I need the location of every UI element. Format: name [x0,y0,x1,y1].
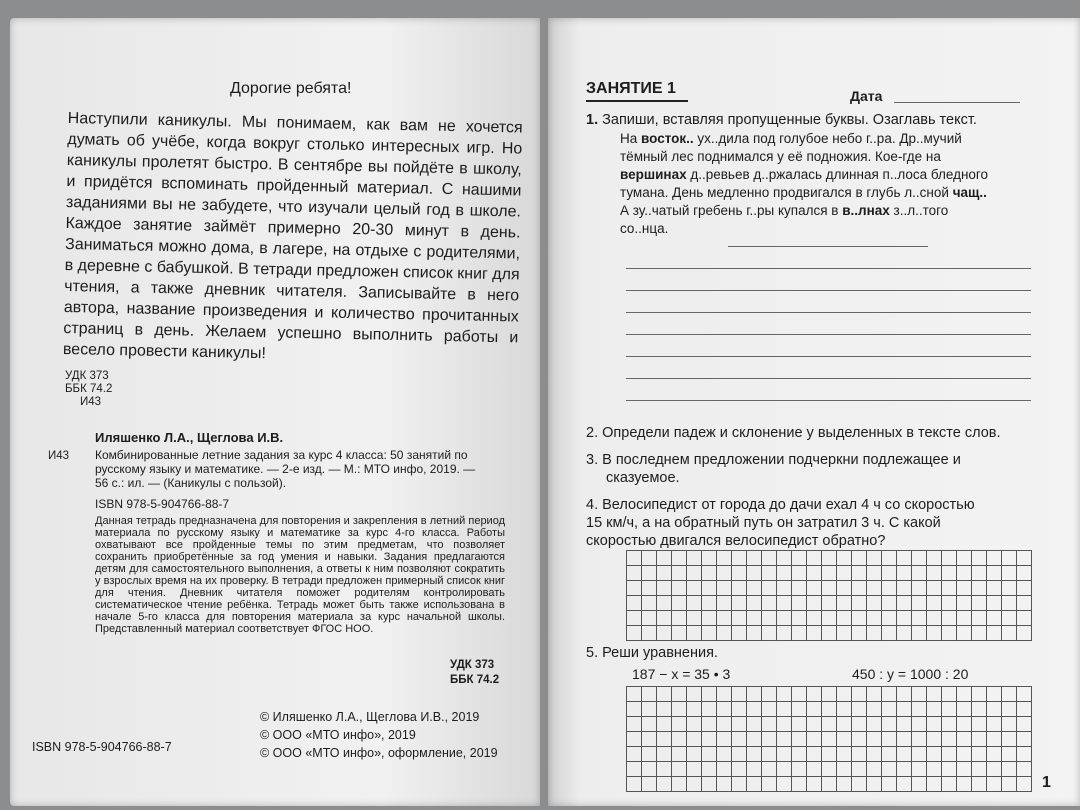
authors: Иляшенко Л.А., Щеглова И.В. [95,430,284,445]
bbk-code: ББК 74.2 [65,383,113,395]
bibliographic-description [95,448,515,490]
udk-block [65,370,112,409]
writing-line[interactable] [626,312,1031,313]
highlighted-word: чащ.. [952,185,987,200]
date-line [894,102,1020,103]
highlighted-word: восток.. [641,131,694,146]
text-line: тёмный лес поднимался у её подножия. Кое-где на [620,149,941,164]
highlighted-word: в..лнах [842,203,890,218]
text-line: На восток.. ух..дила под голубое небо г..ра. Др..мучий [620,131,962,146]
equation-2: 450 : у = 1000 : 20 [852,666,969,682]
text-line: А зу..чатый гребень г..ры купался в в..лнах з..л..того [620,203,949,218]
text-line: вершинах д..ревьев д..ржалась длинная п..лоса бледного [620,167,989,182]
task-number: 1. [586,112,599,128]
right-page [548,18,1080,806]
task-5: 5. Реши уравнения. [586,645,718,661]
task-4: 4. Велосипедист от города до дачи ехал 4 ч со скоростью 15 км/ч, а на обратный путь он затратил 3 ч. С какой скоростью двигался велосипедист обратно? [586,497,975,549]
copyright-line: © ООО «МТО инфо», 2019 [260,728,416,742]
writing-line[interactable] [626,290,1031,291]
writing-line[interactable] [626,356,1031,357]
copyright-block [260,708,498,762]
page-number: 1 [1042,774,1051,791]
writing-line[interactable] [626,378,1031,379]
lesson-title: ЗАНЯТИЕ 1 [586,80,676,97]
isbn: ISBN 978-5-904766-88-7 [95,497,230,511]
grid-answer-task-4[interactable] [626,550,1032,641]
equation-1: 187 − х = 35 • 3 [632,666,731,682]
annotation: Данная тетрадь предназначена для повторения и закрепления в летний период материала по русскому языку и математике за курс 4-го класса. Работы охватывают все пройденные темы по этим предметам, что позволяет сохранить приобретённые за год умения и навыки. Задания предлагаются детям для самостоятельного выполнения, а ответы к ним позволяют сократить у взрослых время на их проверку. В тетради предложен примерный список книг для чтения. Дневник читателя поможет родителям контролировать систематическое чтение ребёнка. Тетрадь может быть также использована в начале 5-го класса для повторения материала за курс начальной школы. Представленный материал соответствует ФГОС НОО. [95,515,505,635]
date-label: Дата [850,88,883,104]
task-1-text [620,130,1032,238]
author-code: И43 [80,396,102,408]
biblio-line: 56 с.: ил. — (Каникулы с пользой). [95,476,287,490]
title-answer-line[interactable] [728,246,928,247]
writing-line[interactable] [626,268,1031,269]
grid-answer-task-5[interactable] [626,686,1032,792]
author-code-2: И43 [48,450,70,462]
greeting-title: Дорогие ребята! [230,80,352,97]
highlighted-word: вершинах [620,167,687,182]
writing-line[interactable] [626,334,1031,335]
biblio-line: Комбинированные летние задания за курс 4 класса: 50 занятий по [95,448,468,462]
writing-line[interactable] [626,400,1031,401]
task-1 [586,111,1036,129]
text-line: со..нца. [620,221,669,236]
title-underline [586,100,688,102]
left-page [10,18,540,806]
isbn-bottom: ISBN 978-5-904766-88-7 [32,740,172,754]
task-2: 2. Определи падеж и склонение у выделенных в тексте слов. [586,425,1001,441]
udk-code-bottom: УДК 373 [450,659,495,671]
biblio-line: русскому языку и математике. — 2-е изд. — М.: МТО инфо, 2019. — [95,462,476,476]
copyright-line: © Иляшенко Л.А., Щеглова И.В., 2019 [260,710,480,724]
bbk-code-bottom: ББК 74.2 [450,674,500,686]
task-3: 3. В последнем предложении подчеркни подлежащее и сказуемое. [586,452,961,486]
greeting-text: Наступили каникулы. Мы понимаем, как вам не хочется думать об учёбе, когда вокруг столько интересных игр. Но каникулы пролетят быстро. В сентябре вы пойдёте в школу, и придётся вспоминать пройденный материал. С нашими заданиями вы не забудете, что изучали целый год в школе. Каждое занятие займёт примерно 20-30 минут в день. Заниматься можно дома, в лагере, на отдыхе с родителями, в деревне с бабушкой. В тетради предложен список книг для чтения, а также дневник читателя. Записывайте в него автора, название произведения и количество прочитанных страниц в день. Желаем успешно выполнить работы и весело провести каникулы! [62,109,523,363]
copyright-line: © ООО «МТО инфо», оформление, 2019 [260,746,498,760]
text-line: тумана. День медленно продвигался в глубь л..сной чащ.. [620,185,987,200]
udk-code: УДК 373 [65,370,109,382]
task-1-instruction: Запиши, вставляя пропущенные буквы. Озаглавь текст. [602,112,977,128]
udk-bbk-bottom [450,658,499,688]
